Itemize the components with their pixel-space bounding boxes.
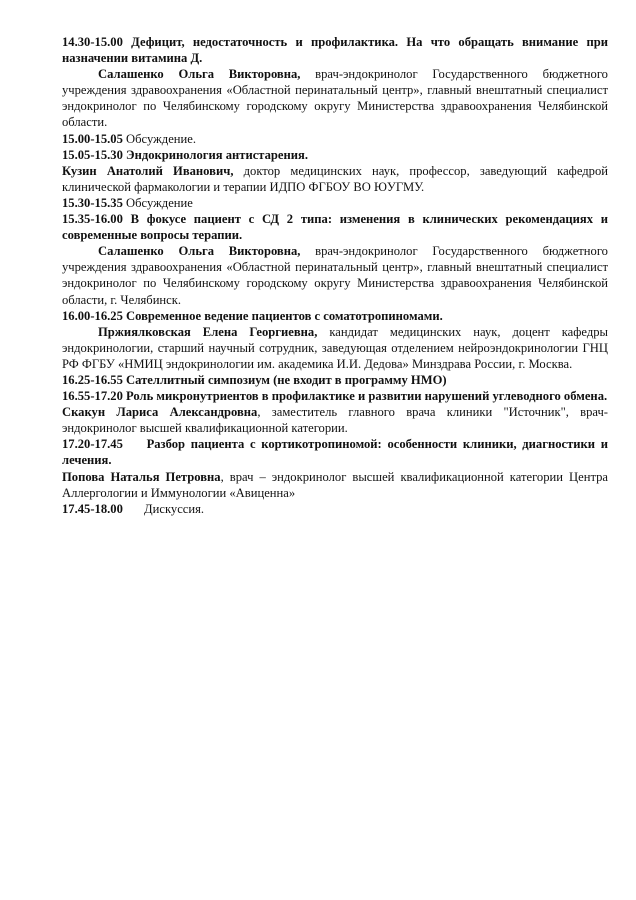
talk-title: Разбор пациента с кортикотропиномой: особенности клиники, диагностики и лечения. xyxy=(62,437,608,468)
program-page xyxy=(62,34,608,517)
speaker-name: Попова Наталья Петровна xyxy=(62,469,221,484)
program-item xyxy=(62,372,608,388)
discussion-label: Обсуждение xyxy=(126,195,193,210)
program-item xyxy=(62,195,608,211)
speaker-name: Кузин Анатолий Иванович, xyxy=(62,163,234,178)
speaker-description: кандидат медицинских наук, доцент кафедры эндокринологии, старший научный сотрудник, заведующая отделением нейроэндокринологии ГНЦ РФ ФГБУ «НМИЦ эндокринологии им. академика И.И. Дедова» Минздрава России, г. Москва. xyxy=(62,324,608,371)
time-slot: 15.35-16.00 xyxy=(62,212,123,227)
speaker-description: , врач – эндокринолог высшей квалификационной категории Центра Аллергологии и Иммунологии «Авиценна» xyxy=(62,469,608,500)
time-slot: 17.45-18.00 xyxy=(62,501,123,516)
speaker-info xyxy=(62,469,608,501)
discussion-label: Дискуссия. xyxy=(144,501,205,516)
speaker-name: Пржиялковская Елена Георгиевна, xyxy=(98,324,318,339)
speaker-description: врач-эндокринолог Государственного бюджетного учреждения здравоохранения «Областной перинатальный центр», главный внештатный специалист эндокринолог по Челябинскому городскому округу Министерства здравоохранения Челябинской области, г. Челябинск. xyxy=(62,244,608,307)
speaker-name: Салашенко Ольга Викторовна, xyxy=(98,67,301,82)
program-item xyxy=(62,308,608,324)
speaker-description: , заместитель главного врача клиники "Источник", врач-эндокринолог высшей квалификационной категории. xyxy=(62,405,608,436)
speaker-description: врач-эндокринолог Государственного бюджетного учреждения здравоохранения «Областной перинатальный центр», главный внештатный специалист эндокринолог по Челябинскому городскому округу Министерства здравоохранения Челябинской области. xyxy=(62,67,608,130)
time-slot: 15.05-15.30 xyxy=(62,147,123,162)
program-item xyxy=(62,436,608,468)
time-slot: 17.20-17.45 xyxy=(62,437,123,452)
speaker-info xyxy=(62,243,608,307)
speaker-name: Салашенко Ольга Викторовна, xyxy=(98,244,301,259)
time-slot: 16.25-16.55 xyxy=(62,372,123,387)
discussion-label: Обсуждение. xyxy=(126,131,197,146)
program-item xyxy=(62,131,608,147)
talk-title: Роль микронутриентов в профилактике и развитии нарушений углеводного обмена. xyxy=(126,389,608,404)
speaker-info xyxy=(62,404,608,436)
time-slot: 16.00-16.25 xyxy=(62,308,123,323)
speaker-info xyxy=(62,66,608,130)
program-item xyxy=(62,388,608,404)
program-item xyxy=(62,147,608,163)
talk-title: Сателлитный симпозиум (не входит в программу НМО) xyxy=(126,372,447,387)
speaker-description: доктор медицинских наук, профессор, заведующий кафедрой клинической фармакологии и терапии ИДПО ФГБОУ ВО ЮУГМУ. xyxy=(62,163,608,194)
time-slot: 14.30-15.00 xyxy=(62,35,123,49)
time-slot: 16.55-17.20 xyxy=(62,389,123,404)
program-item xyxy=(62,211,608,243)
talk-title: Дефицит, недостаточность и профилактика. На что обращать внимание при назначении витамина Д. xyxy=(62,35,608,66)
time-slot: 15.00-15.05 xyxy=(62,131,123,146)
speaker-name: Скакун Лариса Александровна xyxy=(62,405,258,420)
speaker-info xyxy=(62,163,608,195)
program-item xyxy=(62,501,608,517)
speaker-info xyxy=(62,324,608,372)
program-item xyxy=(62,34,608,66)
talk-title: В фокусе пациент с СД 2 типа: изменения в клинических рекомендациях и современные вопросы терапии. xyxy=(62,212,608,243)
talk-title: Эндокринология антистарения. xyxy=(126,147,308,162)
talk-title: Современное ведение пациентов с соматотропиномами. xyxy=(126,308,443,323)
time-slot: 15.30-15.35 xyxy=(62,195,123,210)
